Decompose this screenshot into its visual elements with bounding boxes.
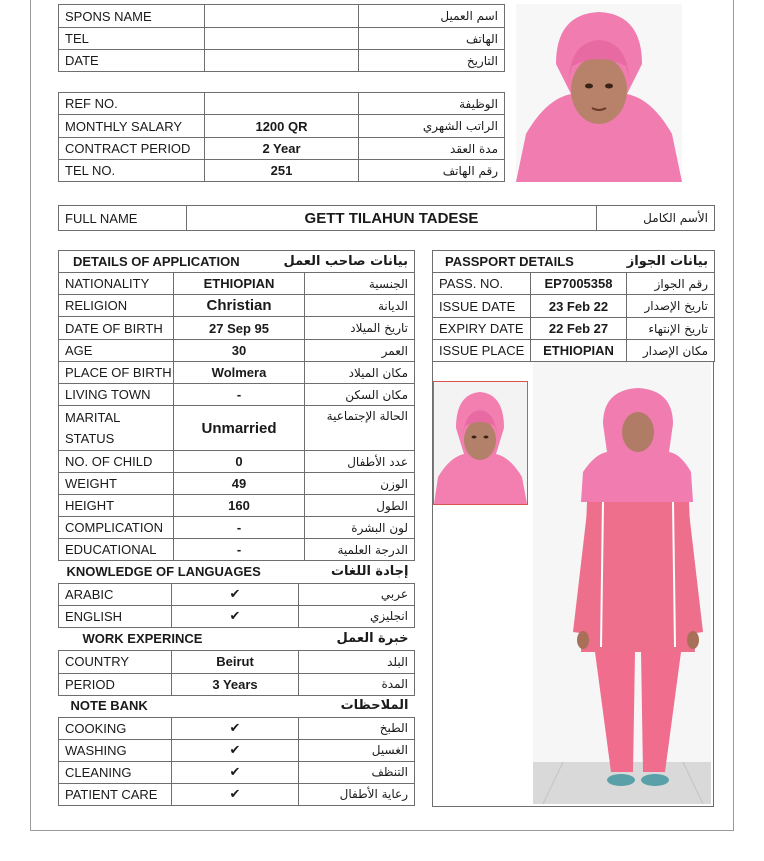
application-table — [58, 250, 415, 561]
section-title-ar: بيانات الجواز — [627, 251, 715, 273]
field-label-ar: الديانة — [305, 295, 415, 317]
table-row — [59, 115, 505, 138]
field-label: WASHING — [59, 739, 172, 761]
check-icon: ✔ — [172, 605, 299, 627]
check-icon: ✔ — [172, 761, 299, 783]
table-row — [59, 340, 415, 362]
field-label-ar: انجليزي — [299, 605, 415, 627]
field-label-ar: رقم الهاتف — [359, 160, 505, 182]
field-label: ARABIC — [59, 583, 172, 605]
section-title-ar: الملاحظات — [340, 698, 409, 714]
table-row — [59, 717, 415, 739]
field-label-ar: الطبخ — [299, 717, 415, 739]
section-header — [59, 251, 415, 273]
field-label-ar: مكان الإصدار — [627, 340, 715, 362]
table-row — [433, 273, 715, 295]
field-value: 251 — [205, 160, 359, 182]
check-icon: ✔ — [172, 717, 299, 739]
experience-table — [58, 628, 415, 696]
field-label: DATE — [59, 50, 205, 72]
fullname-table — [58, 205, 715, 231]
table-row — [59, 406, 415, 451]
field-label: EXPIRY DATE — [433, 318, 531, 340]
table-row — [59, 50, 505, 72]
field-label-ar: تاريخ الإصدار — [627, 295, 715, 318]
table-row — [59, 317, 415, 340]
table-row — [59, 761, 415, 783]
field-label: TEL NO. — [59, 160, 205, 182]
field-label: SPONS NAME — [59, 5, 205, 28]
field-label-ar: لون البشرة — [305, 517, 415, 539]
field-label-ar: تاريخ الميلاد — [305, 317, 415, 340]
section-title-ar: إجادة اللغات — [330, 564, 409, 580]
field-value: - — [174, 539, 305, 561]
check-icon: ✔ — [172, 783, 299, 805]
field-label: HEIGHT — [59, 495, 174, 517]
languages-table — [58, 561, 415, 628]
field-value — [205, 93, 359, 115]
field-label: ENGLISH — [59, 605, 172, 627]
field-value: - — [174, 517, 305, 539]
table-row — [59, 451, 415, 473]
field-value: Wolmera — [174, 362, 305, 384]
field-label-ar: الجنسية — [305, 273, 415, 295]
table-row — [59, 650, 415, 673]
table-row — [59, 517, 415, 539]
table-row — [59, 605, 415, 627]
table-row — [59, 5, 505, 28]
field-label: RELIGION — [59, 295, 174, 317]
portrait-illustration — [516, 4, 682, 182]
field-label: COMPLICATION — [59, 517, 174, 539]
field-label-ar: عدد الأطفال — [305, 451, 415, 473]
field-value: 160 — [174, 495, 305, 517]
field-label: WEIGHT — [59, 473, 174, 495]
section-header — [59, 695, 415, 717]
table-row — [433, 340, 715, 362]
field-label-ar: رعاية الأطفال — [299, 783, 415, 805]
field-label: COUNTRY — [59, 650, 172, 673]
field-value: ETHIOPIAN — [174, 273, 305, 295]
table-row — [59, 539, 415, 561]
full-body-illustration — [533, 362, 711, 804]
section-title: KNOWLEDGE OF LANGUAGES — [66, 564, 261, 580]
field-label-ar: المدة — [299, 673, 415, 695]
field-label-ar: الطول — [305, 495, 415, 517]
field-label-ar: مكان السكن — [305, 384, 415, 406]
field-label-ar: الغسيل — [299, 739, 415, 761]
field-value: 0 — [174, 451, 305, 473]
field-label-ar: العمر — [305, 340, 415, 362]
contract-table — [58, 92, 505, 182]
table-row — [59, 384, 415, 406]
table-row — [59, 362, 415, 384]
table-row — [59, 495, 415, 517]
table-row — [433, 295, 715, 318]
field-label: ISSUE DATE — [433, 295, 531, 318]
field-value: 23 Feb 22 — [531, 295, 627, 318]
field-label: LIVING TOWN — [59, 384, 174, 406]
field-value: 1200 QR — [205, 115, 359, 138]
fullname-value: GETT TILAHUN TADESE — [187, 206, 597, 231]
table-row — [59, 138, 505, 160]
field-value: 22 Feb 27 — [531, 318, 627, 340]
table-row — [59, 783, 415, 805]
field-label-ar: تاريخ الإنتهاء — [627, 318, 715, 340]
passport-table — [432, 250, 715, 362]
table-row — [59, 673, 415, 695]
field-value: Beirut — [172, 650, 299, 673]
fullname-label: FULL NAME — [59, 206, 187, 231]
table-row — [59, 93, 505, 115]
field-label-ar: التاريخ — [359, 50, 505, 72]
field-value: Christian — [174, 295, 305, 317]
field-label-ar: اسم العميل — [359, 5, 505, 28]
field-label-ar: التنظف — [299, 761, 415, 783]
field-label-ar: رقم الجواز — [627, 273, 715, 295]
field-value: ETHIOPIAN — [531, 340, 627, 362]
field-value — [205, 5, 359, 28]
check-icon: ✔ — [172, 583, 299, 605]
field-label: PERIOD — [59, 673, 172, 695]
field-value — [205, 50, 359, 72]
section-header — [59, 628, 415, 650]
table-row — [59, 473, 415, 495]
table-row — [59, 295, 415, 317]
sponsor-table — [58, 4, 505, 72]
field-label-ar: الهاتف — [359, 28, 505, 50]
table-row — [59, 583, 415, 605]
field-label: REF NO. — [59, 93, 205, 115]
field-label-ar: مدة العقد — [359, 138, 505, 160]
section-header — [433, 251, 715, 273]
field-label-ar: الحالة الإجتماعية — [305, 406, 415, 451]
notes-table — [58, 695, 415, 806]
field-label-ar: البلد — [299, 650, 415, 673]
field-label: EDUCATIONAL — [59, 539, 174, 561]
field-value: 3 Years — [172, 673, 299, 695]
field-label: DATE OF BIRTH — [59, 317, 174, 340]
fullname-label-ar: الأسم الكامل — [597, 206, 715, 231]
field-label-ar: الراتب الشهري — [359, 115, 505, 138]
field-label: PLACE OF BIRTH — [59, 362, 174, 384]
section-title: PASSPORT DETAILS — [433, 251, 627, 273]
table-row — [59, 273, 415, 295]
field-value: 30 — [174, 340, 305, 362]
field-label: TEL — [59, 28, 205, 50]
table-row — [59, 739, 415, 761]
field-label: ISSUE PLACE — [433, 340, 531, 362]
section-title-ar: بيانات صاحب العمل — [305, 251, 415, 273]
field-label: NATIONALITY — [59, 273, 174, 295]
section-title: WORK EXPERINCE — [82, 631, 203, 647]
field-label: PATIENT CARE — [59, 783, 172, 805]
table-row — [433, 318, 715, 340]
field-label: MONTHLY SALARY — [59, 115, 205, 138]
field-label-ar: الوزن — [305, 473, 415, 495]
field-value: EP7005358 — [531, 273, 627, 295]
table-row — [59, 28, 505, 50]
field-value: 49 — [174, 473, 305, 495]
table-row — [59, 160, 505, 182]
field-value: 2 Year — [205, 138, 359, 160]
field-label: AGE — [59, 340, 174, 362]
headshot-photo — [433, 381, 528, 505]
field-label: CONTRACT PERIOD — [59, 138, 205, 160]
section-title: NOTE BANK — [70, 698, 148, 714]
field-label: COOKING — [59, 717, 172, 739]
headshot-illustration — [434, 382, 527, 504]
field-label: CLEANING — [59, 761, 172, 783]
field-label-ar: عربي — [299, 583, 415, 605]
field-label-ar: الوظيفة — [359, 93, 505, 115]
field-value — [205, 28, 359, 50]
section-title: DETAILS OF APPLICATION — [59, 251, 305, 273]
field-label: NO. OF CHILD — [59, 451, 174, 473]
field-label: MARITAL STATUS — [59, 406, 174, 451]
table-row — [59, 206, 715, 231]
check-icon: ✔ — [172, 739, 299, 761]
full-body-photo — [533, 362, 711, 804]
portrait-photo — [516, 4, 682, 182]
field-label-ar: مكان الميلاد — [305, 362, 415, 384]
section-title-ar: خبرة العمل — [336, 631, 409, 647]
field-label-ar: الدرجة العلمية — [305, 539, 415, 561]
section-header — [59, 561, 415, 583]
field-value: 27 Sep 95 — [174, 317, 305, 340]
field-label: PASS. NO. — [433, 273, 531, 295]
field-value: - — [174, 384, 305, 406]
field-value: Unmarried — [174, 406, 305, 451]
